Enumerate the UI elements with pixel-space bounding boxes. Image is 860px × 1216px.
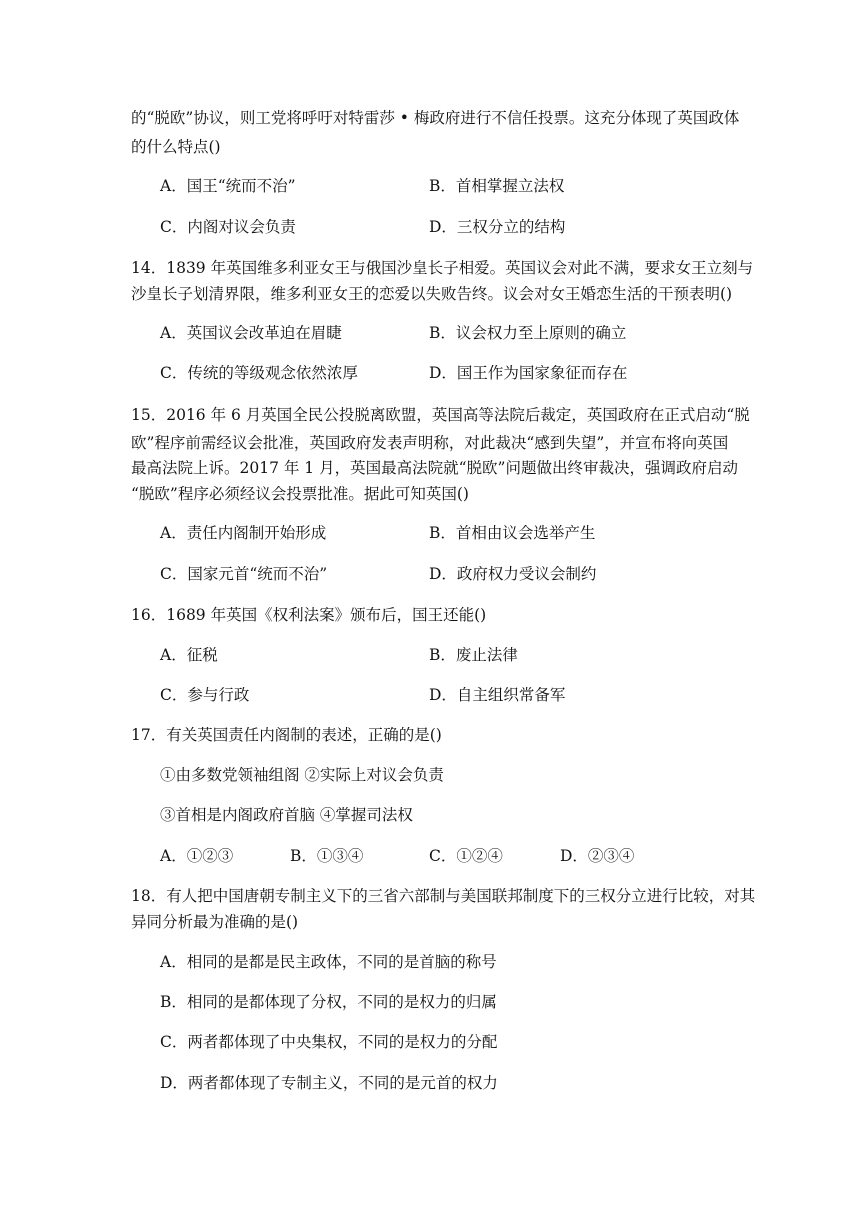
question-18-text-line-1: 18．有人把中国唐朝专制主义下的三省六部制与美国联邦制度下的三权分立进行比较，对其 <box>131 887 756 905</box>
question-14-option-b: B．议会权力至上原则的确立 <box>429 324 627 342</box>
question-17-statement-1: ①由多数党领袖组阁 ②实际上对议会负责 <box>160 766 444 784</box>
question-14-option-c: C．传统的等级观念依然浓厚 <box>160 364 358 382</box>
question-18-text-line-2: 异同分析最为准确的是() <box>131 913 299 931</box>
question-14-option-d: D．国王作为国家象征而存在 <box>429 364 628 382</box>
question-13-option-b: B．首相掌握立法权 <box>429 177 565 195</box>
question-17-option-c: C．①②④ <box>429 847 503 865</box>
question-16-option-b: B．废止法律 <box>429 646 518 664</box>
question-17-option-a: A．①②③ <box>160 847 234 865</box>
question-18-option-c: C．两者都体现了中央集权，不同的是权力的分配 <box>160 1033 498 1051</box>
question-14-text-line-1: 14．1839 年英国维多利亚女王与俄国沙皇长子相爱。英国议会对此不满，要求女王立刻与 <box>131 259 754 277</box>
question-17-statement-2: ③首相是内阁政府首脑 ④掌握司法权 <box>160 806 413 824</box>
question-17-option-b: B．①③④ <box>290 847 364 865</box>
question-14-option-a: A．英国议会改革迫在眉睫 <box>160 324 342 342</box>
question-13-option-c: C．内阁对议会负责 <box>160 218 296 236</box>
question-17-text-line-1: 17．有关英国责任内阁制的表述，正确的是() <box>131 726 442 744</box>
question-18-option-d: D．两者都体现了专制主义，不同的是元首的权力 <box>160 1074 498 1092</box>
question-17-option-d: D．②③④ <box>560 847 635 865</box>
question-15-option-d: D．政府权力受议会制约 <box>429 565 597 583</box>
question-15-text-line-2: 欧”程序前需经议会批准，英国政府发表声明称，对此裁决“感到失望”，并宣布将向英国 <box>131 434 729 452</box>
question-15-option-c: C．国家元首“统而不治” <box>160 565 328 583</box>
question-15-option-a: A．责任内阁制开始形成 <box>160 524 327 542</box>
question-15-text-line-3: 最高法院上诉。2017 年 1 月，英国最高法院就“脱欧”问题做出终审裁决，强调政府启动 <box>131 459 738 477</box>
question-13-text-line-1: 的“脱欧”协议，则工党将呼吁对特雷莎 • 梅政府进行不信任投票。这充分体现了英国政体 <box>131 109 740 127</box>
question-13-option-d: D．三权分立的结构 <box>429 218 566 236</box>
question-13-option-a: A．国王“统而不治” <box>160 177 296 195</box>
question-16-option-c: C．参与行政 <box>160 686 250 704</box>
question-15-text-line-4: “脱欧”程序必须经议会投票批准。据此可知英国() <box>131 485 469 503</box>
question-15-option-b: B．首相由议会选举产生 <box>429 524 596 542</box>
question-14-text-line-2: 沙皇长子划清界限，维多利亚女王的恋爱以失败告终。议会对女王婚恋生活的干预表明() <box>131 285 733 303</box>
question-18-option-a: A．相同的是都是民主政体，不同的是首脑的称号 <box>160 953 497 971</box>
question-16-option-a: A．征税 <box>160 646 218 664</box>
question-13-text-line-2: 的什么特点() <box>131 138 221 156</box>
question-16-text-line-1: 16．1689 年英国《权利法案》颁布后，国王还能() <box>131 606 487 624</box>
question-16-option-d: D．自主组织常备军 <box>429 686 566 704</box>
question-18-option-b: B．相同的是都体现了分权，不同的是权力的归属 <box>160 993 497 1011</box>
question-15-text-line-1: 15．2016 年 6 月英国全民公投脱离欧盟，英国高等法院后裁定，英国政府在正式启动“脱 <box>131 406 750 424</box>
